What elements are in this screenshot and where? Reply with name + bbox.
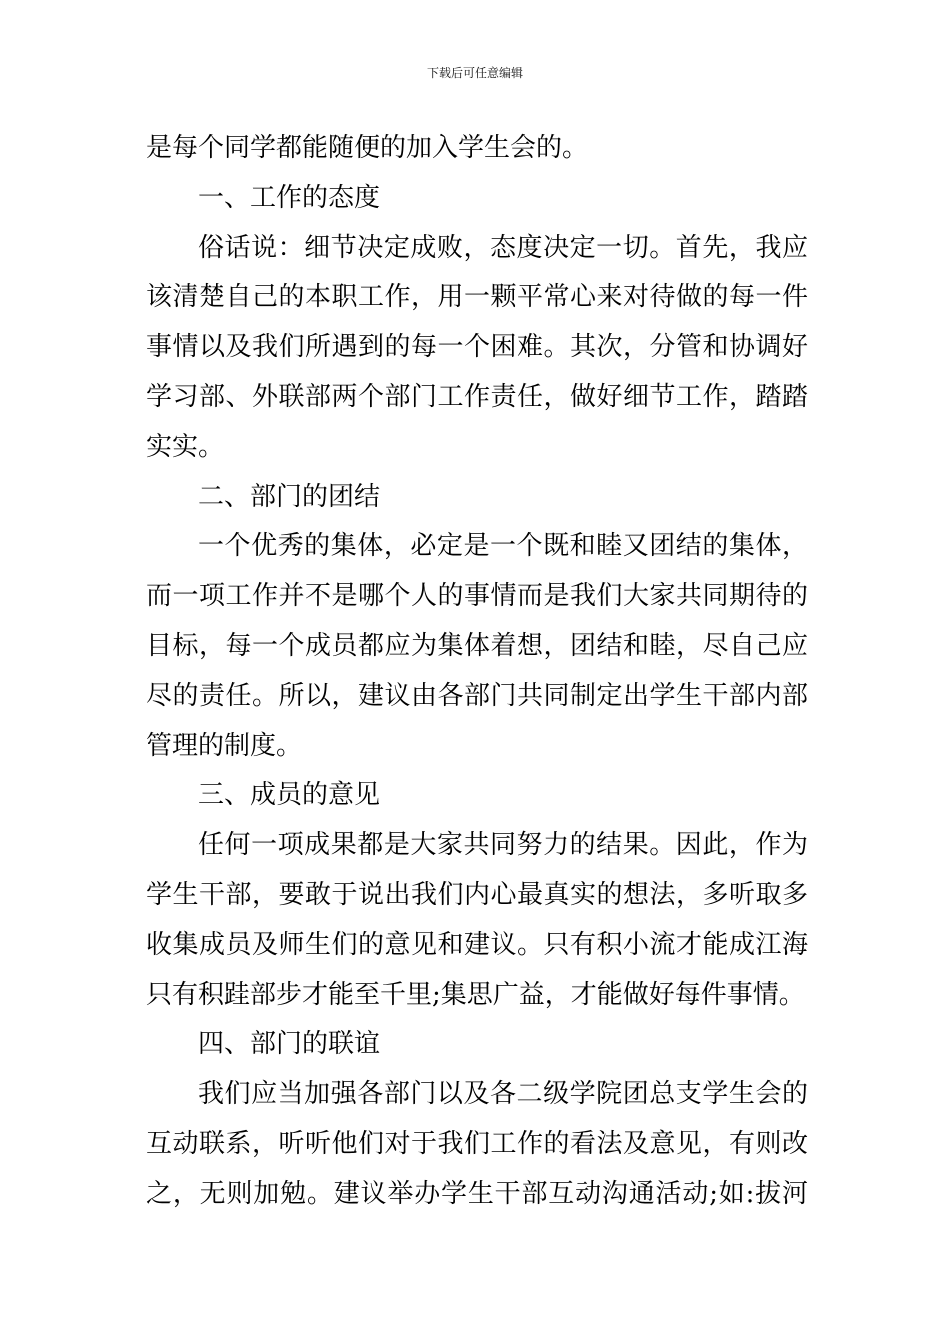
paragraph-line: 实实。 — [146, 431, 225, 462]
paragraph-line: 之，无则加勉。建议举办学生干部互动沟通活动;如:拔河 — [146, 1178, 808, 1209]
paragraph-line: 事情以及我们所遇到的每一个困难。其次，分管和协调好 — [146, 332, 808, 363]
paragraph-line: 任何一项成果都是大家共同努力的结果。因此，作为 — [198, 830, 808, 861]
page-header-note: 下载后可任意编辑 — [426, 66, 523, 80]
paragraph-line: 一个优秀的集体，必定是一个既和睦又团结的集体， — [198, 531, 808, 562]
paragraph-line: 尽的责任。所以，建议由各部门共同制定出学生干部内部 — [146, 680, 808, 711]
section-heading-opinions: 三、成员的意见 — [198, 780, 381, 811]
paragraph-line: 学生干部，要敢于说出我们内心最真实的想法，多听取多 — [146, 879, 808, 910]
paragraph-line: 收集成员及师生们的意见和建议。只有积小流才能成江海 — [146, 929, 808, 960]
paragraph-line: 学习部、外联部两个部门工作责任，做好细节工作，踏踏 — [146, 381, 808, 412]
section-heading-unity: 二、部门的团结 — [198, 481, 381, 512]
document-body — [146, 124, 808, 1220]
paragraph-line: 管理的制度。 — [146, 730, 303, 761]
paragraph-line: 目标，每一个成员都应为集体着想，团结和睦，尽自己应 — [146, 630, 808, 661]
paragraph-line: 我们应当加强各部门以及各二级学院团总支学生会的 — [198, 1079, 808, 1110]
section-heading-liaison: 四、部门的联谊 — [198, 1029, 381, 1060]
section-heading-attitude: 一、工作的态度 — [198, 182, 381, 213]
paragraph-line: 而一项工作并不是哪个人的事情而是我们大家共同期待的 — [146, 581, 808, 612]
paragraph-line: 只有积跬部步才能至千里;集思广益，才能做好每件事情。 — [146, 979, 805, 1010]
paragraph-line: 俗话说：细节决定成败，态度决定一切。首先，我应 — [198, 232, 808, 263]
paragraph-line: 互动联系，听听他们对于我们工作的看法及意见，有则改 — [146, 1128, 808, 1159]
paragraph-line: 该清楚自己的本职工作，用一颗平常心来对待做的每一件 — [146, 282, 808, 313]
paragraph-line: 是每个同学都能随便的加入学生会的。 — [146, 133, 589, 163]
